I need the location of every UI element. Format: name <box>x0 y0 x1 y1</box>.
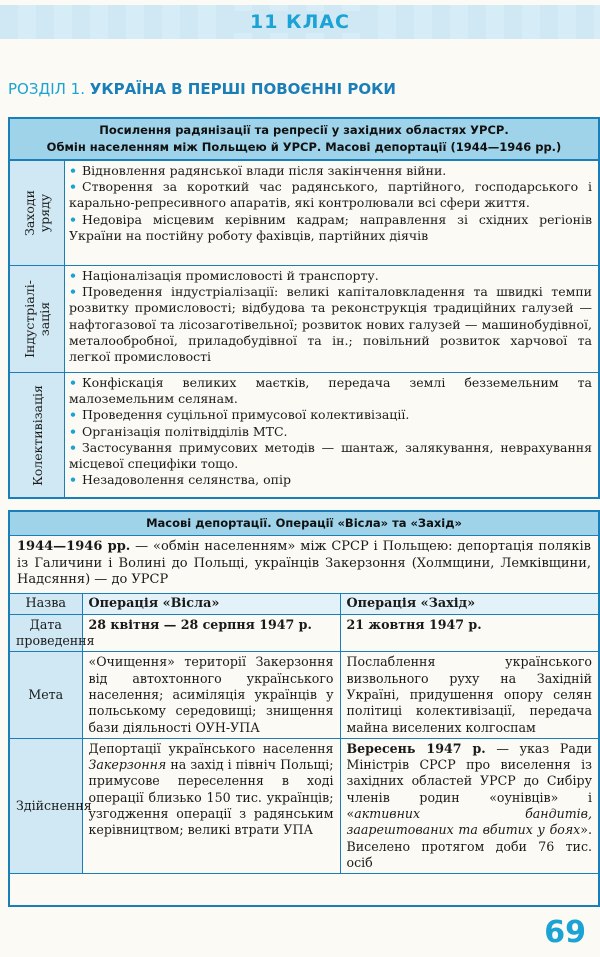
bullet-item: • Створення за короткий час радянського, партійного, господарського і карально-репресивного апаратів, які контролювали всі сфери життя. <box>69 179 592 211</box>
bullet-list <box>65 266 598 372</box>
table-row <box>10 652 598 738</box>
block2-title: Масові депортації. Операції «Вісла» та «Захід» <box>10 512 598 536</box>
bullet-item: • Конфіскація великих маєтків, передача землі безземельним та малоземельним селянам. <box>69 375 592 407</box>
intro-years: 1944—1946 рр. <box>17 539 131 554</box>
block-repressions <box>8 117 600 499</box>
block-deportations <box>8 510 600 907</box>
side-label-text: Індустріалі- зація <box>22 280 53 358</box>
cell-zakhid-implementation <box>340 738 598 873</box>
bullet-item: • Відновлення радянської влади після закінчення війни. <box>69 163 592 179</box>
row-side-label <box>10 373 65 497</box>
visla-impl-b: на захід і північ Польщі; примусове переселення в ході операції близько 150 тис. українців; узгодження операції з радянським керівництвом; великі втрати УПА <box>88 757 334 838</box>
cell-zakhid-goal: Послаблення українського визвольного руху на Західній Україні, придушення опору селян політиці колективізації, передача майна виселених колгоспам <box>340 652 598 738</box>
bullet-item: • Організація політвідділів МТС. <box>69 424 592 440</box>
col-header-visla: Операція «Вісла» <box>82 594 340 615</box>
row-side-label <box>10 161 65 265</box>
block1-title-line2: Обмін населенням між Польщею й УРСР. Масові депортації (1944—1946 рр.) <box>46 140 562 154</box>
table-row <box>10 738 598 873</box>
table-row <box>10 614 598 652</box>
bullet-item: • Незадоволення селянства, опір <box>69 472 592 488</box>
visla-date-text: 28 квітня — 28 серпня 1947 р. <box>88 616 312 632</box>
cell-visla-date <box>82 614 340 652</box>
bullet-list <box>65 373 598 497</box>
row-label-goal: Мета <box>10 652 82 738</box>
operations-table <box>10 594 598 875</box>
block1-title <box>10 119 598 160</box>
bullet-item: • Проведення індустріалізації: великі капіталовкладення та швидкі темпи розвитку промисловості; відбудова та реконструкція традиційних галузей — нафтогазової та лісозаготівельної; розвиток нових галузей — машинобудівної, металообробної, приладобудівної та ін.; повільний розвиток харчової та легкої промисловості <box>69 284 592 365</box>
table-header-row <box>10 594 598 615</box>
bullet-item: • Застосування примусових методів — шантаж, залякування, неврахування місцевої специфіки тощо. <box>69 440 592 472</box>
bullet-list <box>65 161 598 265</box>
row-label-implementation: Здійснення <box>10 738 82 873</box>
side-label-text: Колективізація <box>29 384 45 486</box>
row-label-date: Дата проведення <box>10 614 82 652</box>
col-header-name: Назва <box>10 594 82 615</box>
bullet-item: • Націоналізація промисловості й транспорту. <box>69 268 592 284</box>
row-government-measures <box>10 160 598 265</box>
bullet-item: • Недовіра місцевим керівним кадрам; направлення зі східних регіонів України на постійну роботу фахівців, партійних діячів <box>69 212 592 244</box>
visla-impl-em: Закерзоння <box>88 757 167 773</box>
header-band <box>0 5 600 39</box>
section-label: РОЗДІЛ 1. <box>8 80 90 98</box>
intro-text: — «обмін населенням» між СРСР і Польщею: депортація поляків із Галичини і Волині до Польщі, українців Закерзоння (Холмщини, Лемківщини, Надсяння) — до УРСР <box>17 539 591 587</box>
section-heading <box>8 80 598 98</box>
zakhid-impl-a: — указ Ради Міністрів СРСР про виселення із західних областей УРСР до Сибіру членів родин «оунівців» і « <box>346 740 592 822</box>
zakhid-date-text: 21 жовтня 1947 р. <box>346 616 482 632</box>
visla-impl-a: Депортації українського населення <box>88 740 334 756</box>
col-header-zakhid: Операція «Захід» <box>340 594 598 615</box>
cell-zakhid-date <box>340 614 598 652</box>
section-title: УКРАЇНА В ПЕРШІ ПОВОЄННІ РОКИ <box>89 80 396 98</box>
row-industrialization <box>10 265 598 372</box>
page-number: 69 <box>544 915 586 950</box>
row-collectivization <box>10 372 598 497</box>
cell-visla-goal: «Очищення» території Закерзоння від автохтонного українського населення; асиміляція українців у польському середовищі; знищення бази діяльності ОУН-УПА <box>82 652 340 738</box>
class-title: 11 КЛАС <box>232 11 368 33</box>
zakhid-impl-b: ». Виселено протягом доби 76 тис. осіб <box>346 822 592 870</box>
deportation-intro <box>10 536 598 594</box>
zakhid-impl-date: Вересень 1947 р. <box>346 740 486 756</box>
side-label-text: Заходи уряду <box>22 190 52 236</box>
zakhid-impl-em: активних бандитів, заарештованих та вбитих у боях <box>346 806 592 838</box>
cell-visla-implementation <box>82 738 340 873</box>
block1-title-line1: Посилення радянізації та репресії у західних областях УРСР. <box>99 123 509 137</box>
row-side-label <box>10 266 65 372</box>
bullet-item: • Проведення суцільної примусової колективізації. <box>69 407 592 423</box>
